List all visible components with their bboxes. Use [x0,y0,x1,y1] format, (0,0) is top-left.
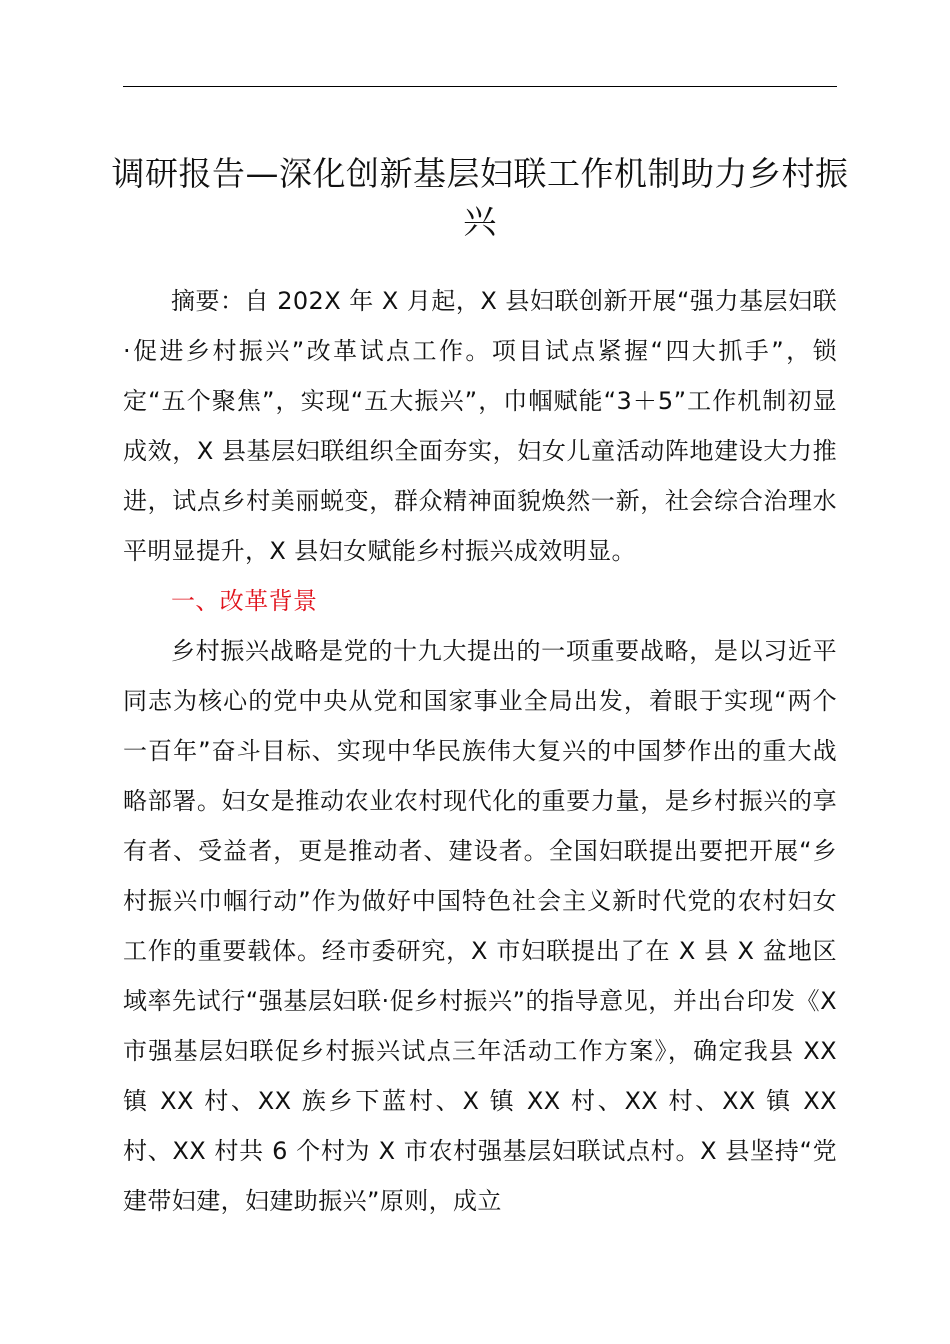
document-body [123,276,837,1226]
document-title: 调研报告—深化创新基层妇联工作机制助力乡村振兴 [111,154,849,241]
abstract-paragraph: 摘要：自 202X 年 X 月起，X 县妇联创新开展“强力基层妇联·促进乡村振兴”改革试点工作。项目试点紧握“四大抓手”，锁定“五个聚焦”，实现“五大振兴”，巾帼赋能“3＋5”工作机制初显成效，X 县基层妇联组织全面夯实，妇女儿童活动阵地建设大力推进，试点乡村美丽蜕变，群众精神面貌焕然一新，社会综合治理水平明显提升，X 县妇女赋能乡村振兴成效明显。 [123,287,837,565]
section-paragraph: 乡村振兴战略是党的十九大提出的一项重要战略，是以习近平同志为核心的党中央从党和国家事业全局出发，着眼于实现“两个一百年”奋斗目标、实现中华民族伟大复兴的中国梦作出的重大战略部署。妇女是推动农业农村现代化的重要力量，是乡村振兴的享有者、受益者，更是推动者、建设者。全国妇联提出要把开展“乡村振兴巾帼行动”作为做好中国特色社会主义新时代党的农村妇女工作的重要载体。经市委研究，X 市妇联提出了在 X 县 X 盆地区域率先试行“强基层妇联·促乡村振兴”的指导意见，并出台印发《X 市强基层妇联促乡村振兴试点三年活动工作方案》，确定我县 XX 镇 XX 村、XX 族乡下蓝村、X 镇 XX 村、XX 村、XX 镇 XX 村、XX 村共 6 个村为 X 市农村强基层妇联试点村。X 县坚持“党建带妇建，妇建助振兴”原则，成立 [123,637,838,1215]
section-heading: 一、改革背景 [171,587,318,615]
header-rule [123,86,837,87]
